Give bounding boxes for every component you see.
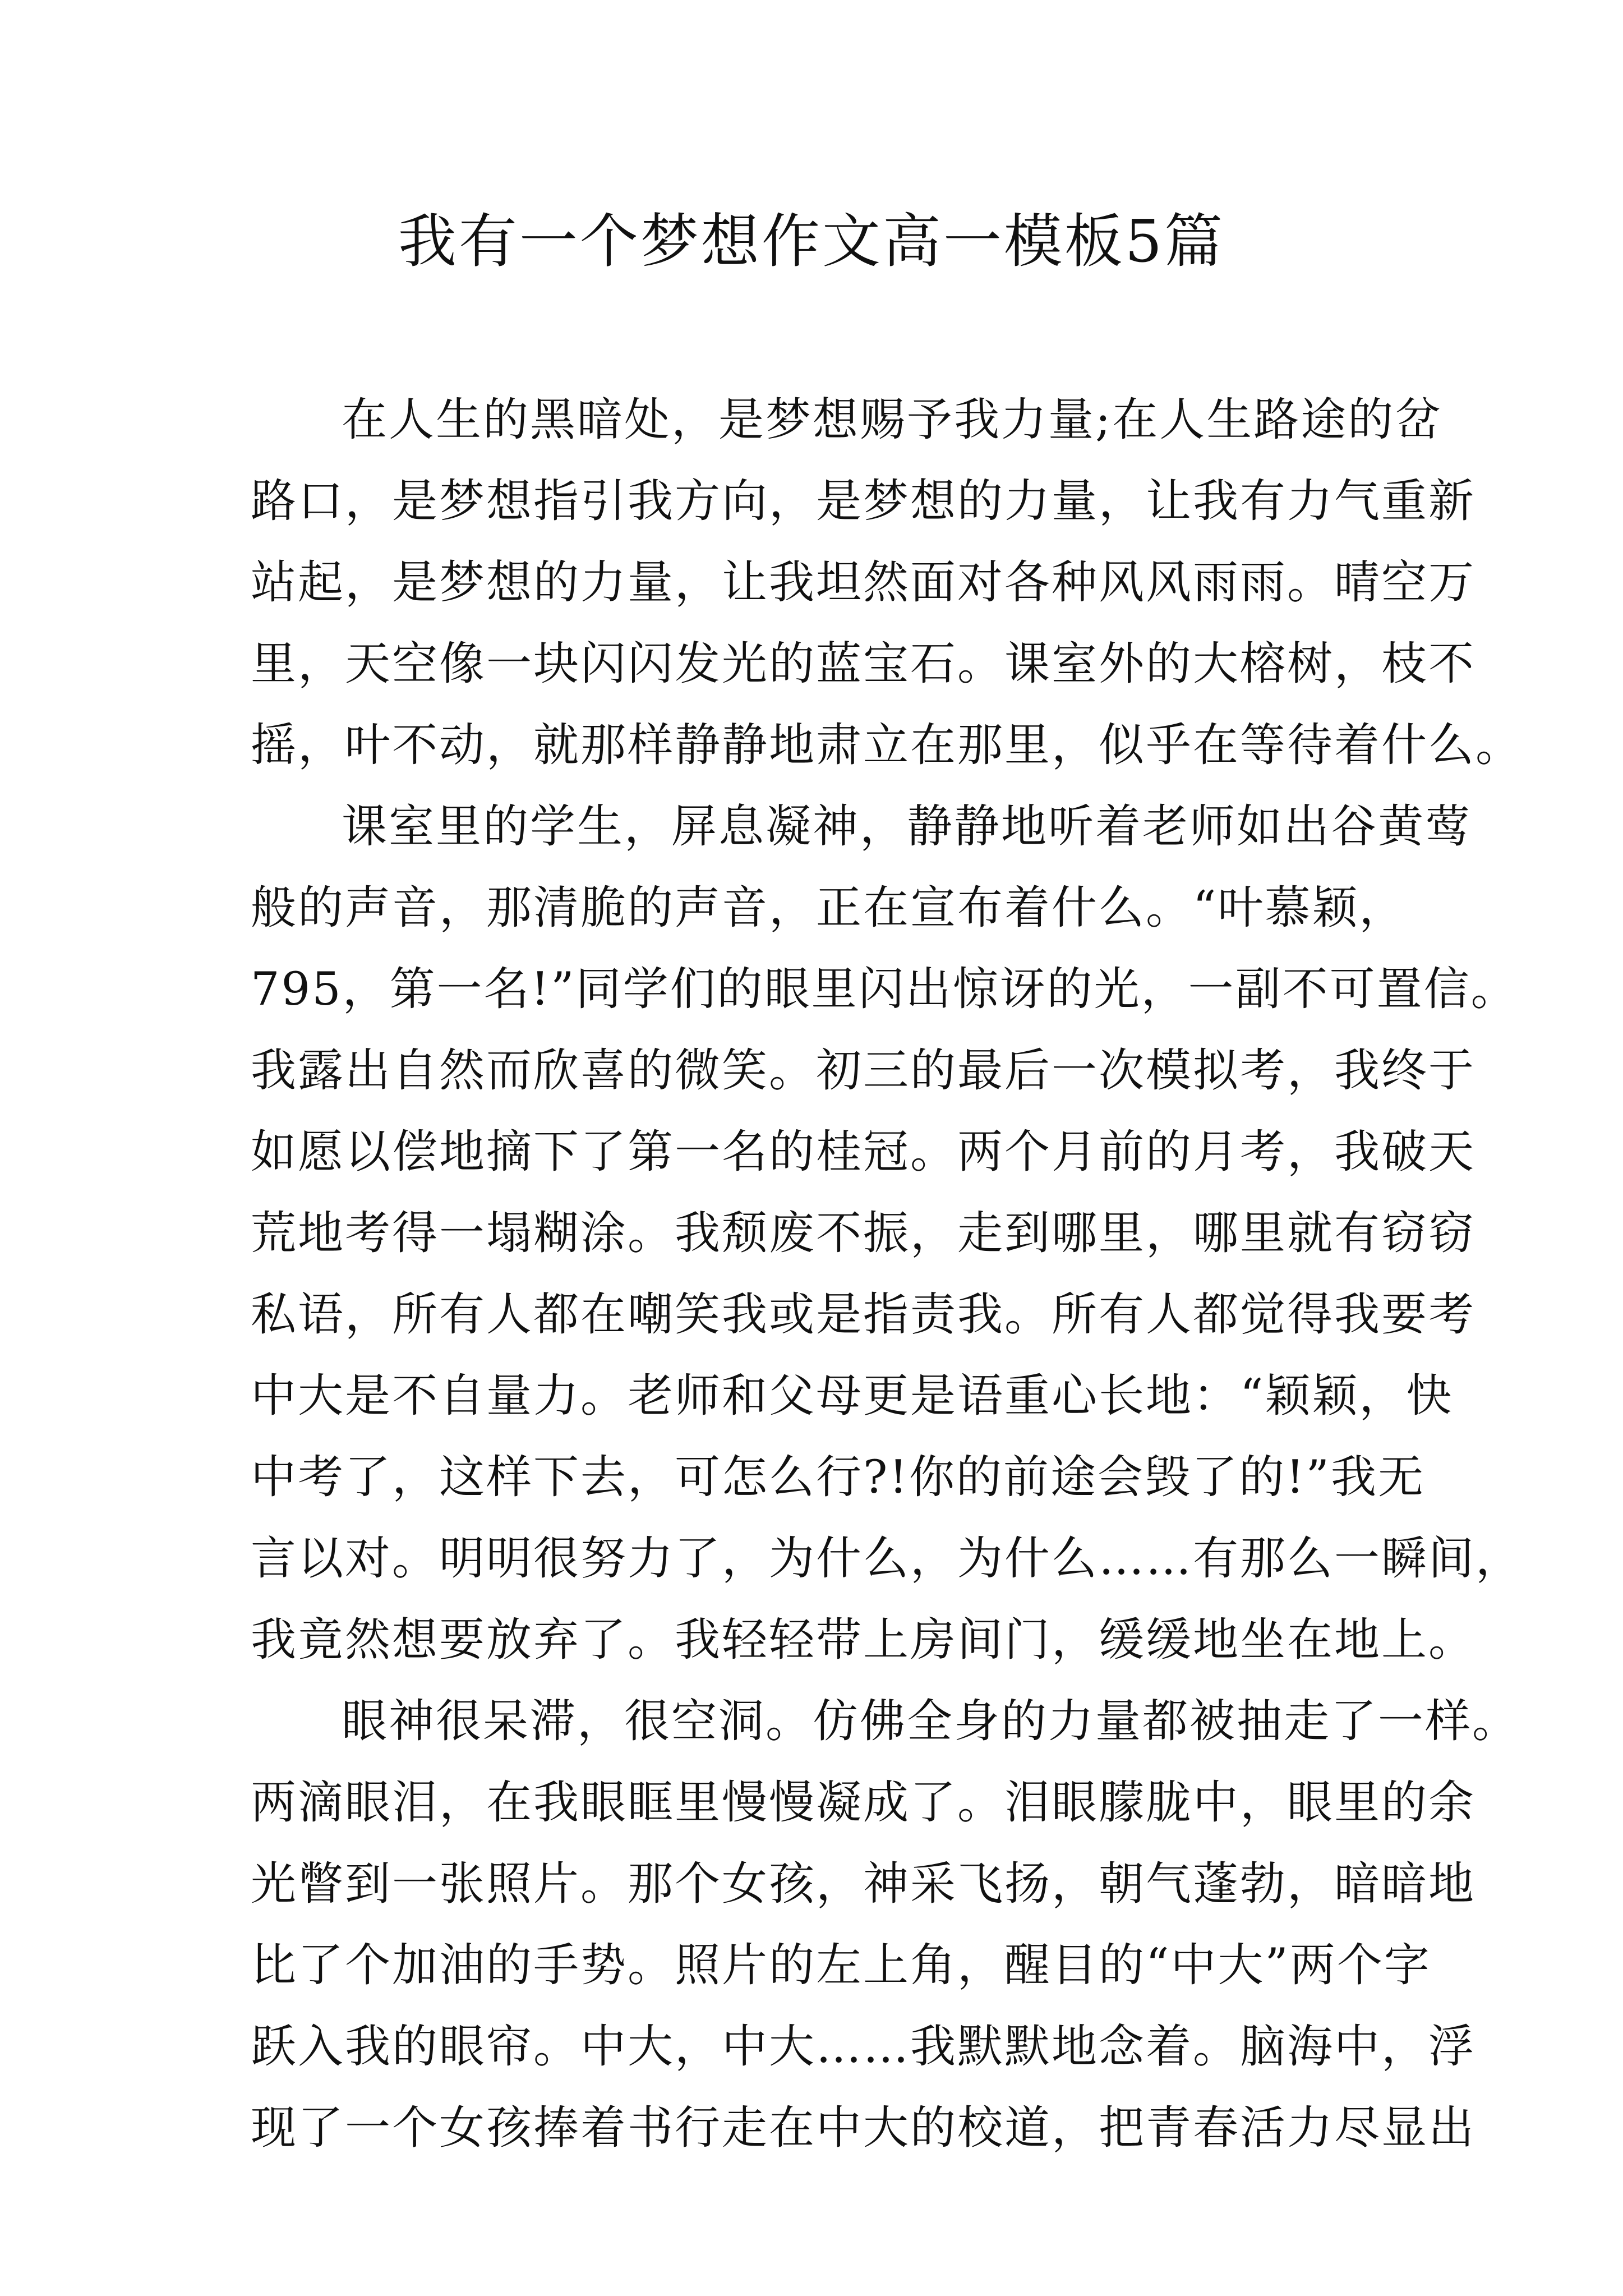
text-line: 两滴眼泪，在我眼眶里慢慢凝成了。泪眼朦胧中，眼里的余 <box>251 1777 1476 1829</box>
text-line: 路口，是梦想指引我方向，是梦想的力量，让我有力气重新 <box>251 475 1476 528</box>
text-line: 课室里的学生，屏息凝神，静静地听着老师如出谷黄莺 <box>342 800 1473 853</box>
text-line: 我露出自然而欣喜的微笑。初三的最后一次模拟考，我终于 <box>251 1045 1476 1097</box>
text-line: 在人生的黑暗处，是梦想赐予我力量;在人生路途的岔 <box>342 394 1442 447</box>
text-line: 般的声音，那清脆的声音，正在宣布着什么。“叶慕颖， <box>251 882 1407 935</box>
text-line: 比了个加油的手势。照片的左上角，醒目的“中大”两个字 <box>251 1939 1431 1992</box>
text-line: 光瞥到一张照片。那个女孩，神采飞扬，朝气蓬勃，暗暗地 <box>251 1858 1476 1911</box>
text-line: 我竟然想要放弃了。我轻轻带上房间门，缓缓地坐在地上。 <box>251 1614 1476 1667</box>
text-line: 眼神很呆滞，很空洞。仿佛全身的力量都被抽走了一样。 <box>342 1695 1520 1748</box>
text-line: 跃入我的眼帘。中大，中大……我默默地念着。脑海中，浮 <box>251 2021 1476 2073</box>
text-line: 795，第一名!”同学们的眼里闪出惊讶的光，一副不可置信。 <box>251 963 1518 1016</box>
text-line: 如愿以偿地摘下了第一名的桂冠。两个月前的月考，我破天 <box>251 1126 1476 1179</box>
text-line: 言以对。明明很努力了，为什么，为什么……有那么一瞬间， <box>251 1533 1523 1585</box>
text-line: 荒地考得一塌糊涂。我颓废不振，走到哪里，哪里就有窃窃 <box>251 1207 1476 1260</box>
text-line: 里，天空像一块闪闪发光的蓝宝石。课室外的大榕树，枝不 <box>251 638 1476 691</box>
document-title: 我有一个梦想作文高一模板5篇 <box>398 207 1225 275</box>
text-line: 现了一个女孩捧着书行走在中大的校道，把青春活力尽显出 <box>251 2102 1476 2155</box>
document-body <box>251 380 1523 2169</box>
text-line: 中大是不自量力。老师和父母更是语重心长地：“颖颖，快 <box>251 1370 1454 1423</box>
text-line: 站起，是梦想的力量，让我坦然面对各种风风雨雨。晴空万 <box>251 556 1476 609</box>
text-line: 私语，所有人都在嘲笑我或是指责我。所有人都觉得我要考 <box>251 1289 1476 1341</box>
text-line: 摇，叶不动，就那样静静地肃立在那里，似乎在等待着什么。 <box>251 719 1523 772</box>
text-line: 中考了，这样下去，可怎么行?!你的前途会毁了的!”我无 <box>251 1451 1425 1504</box>
